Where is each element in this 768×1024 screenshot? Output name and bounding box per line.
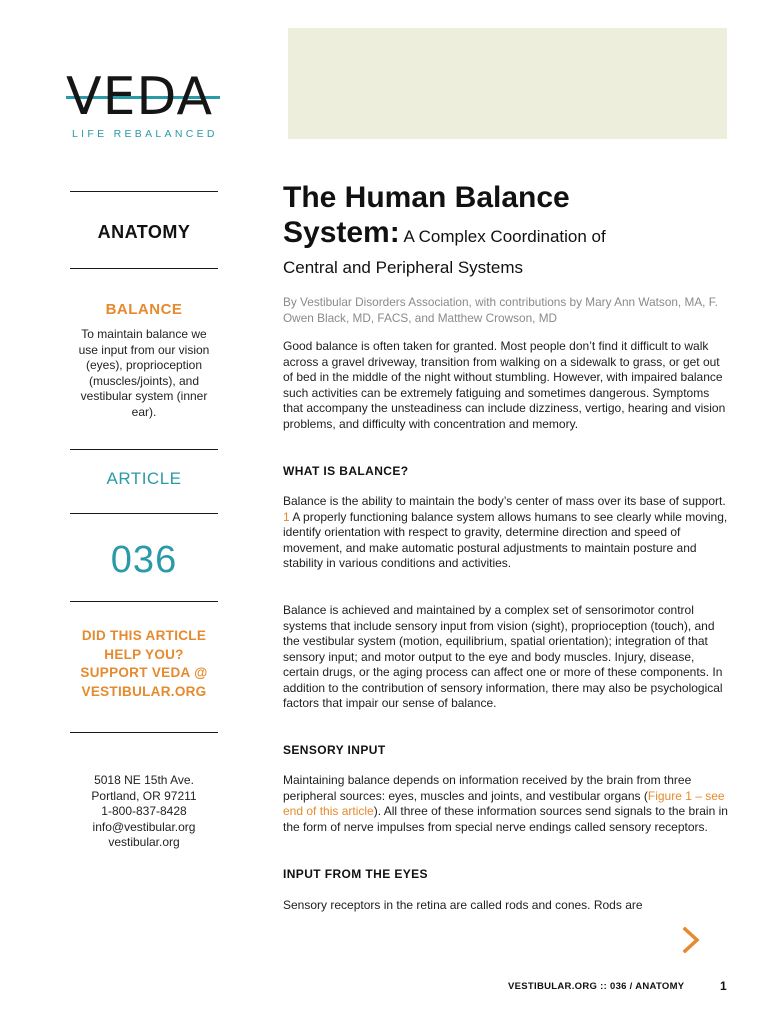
title-line-2: System: — [283, 216, 400, 249]
header-banner — [288, 28, 727, 139]
contact-email[interactable]: info@vestibular.org — [92, 819, 196, 834]
article-label: ARTICLE — [106, 469, 182, 488]
paragraph-balance-definition — [283, 494, 728, 572]
sidebar-divider — [70, 601, 218, 602]
contact-website[interactable]: vestibular.org — [108, 835, 180, 849]
paragraph-text: A properly functioning balance system allows humans to see clearly while moving, identify orientation with respect to gravity, determine direction and speed of movement, and make automatic postural adjustments to maintain posture and stability in various conditions and activities. — [283, 509, 728, 570]
paragraph-text: Maintaining balance depends on information received by the brain from three peripheral sources: eyes, muscles and joints, and vestibular organs ( — [283, 773, 692, 803]
article-number: 036 — [110, 539, 178, 581]
title-subtitle-line: Central and Peripheral Systems — [283, 258, 524, 277]
title-subtitle: A Complex Coordination of — [399, 227, 606, 246]
byline: By Vestibular Disorders Association, with contributions by Mary Ann Watson, MA, F. Owen Black, MD, FACS, and Matthew Crowson, MD — [283, 295, 718, 325]
topic-label: BALANCE — [105, 301, 183, 318]
paragraph-text: ). All three of these information sources send signals to the brain in the form of nerve impulses from special nerve endings called sensory receptors. — [283, 804, 728, 834]
sidebar-divider — [70, 268, 218, 269]
paragraph-text: Balance is the ability to maintain the body’s center of mass over its base of support. — [283, 494, 726, 508]
paragraph-sensorimotor: Balance is achieved and maintained by a complex set of sensorimotor control systems that include sensory input from vision (sight), proprioception (touch), and the vestibular system (motion, equilibrium, spatial orientation); integration of that sensory input; and motor output to the eye and body muscles. Injury, disease, certain drugs, or the aging process can affect one or more of these components. In addition to the contribution of sensory information, there may also be psychological factors that impair our sense of balance. — [283, 603, 723, 710]
sidebar-divider — [70, 191, 218, 192]
article-title — [283, 180, 723, 254]
logo-wordmark: VEDA — [66, 67, 214, 127]
contact-block — [60, 773, 228, 851]
page-number: 1 — [720, 979, 727, 993]
contact-phone[interactable]: 1-800-837-8428 — [101, 804, 187, 818]
figure-link[interactable]: Figure 1 – see end of this article — [283, 788, 725, 818]
veda-logo — [66, 67, 226, 150]
sidebar-divider — [70, 732, 218, 733]
section-label: ANATOMY — [97, 222, 191, 242]
heading-what-is-balance: WHAT IS BALANCE? — [283, 464, 409, 478]
topic-description: To maintain balance we use input from our vision (eyes), proprioception (muscles/joints), and vestibular system (inner ear). — [78, 327, 210, 419]
paragraph-sensory-input — [283, 773, 728, 835]
paragraph-eyes: Sensory receptors in the retina are called rods and cones. Rods are — [283, 898, 643, 912]
sidebar-divider — [70, 449, 218, 450]
intro-paragraph: Good balance is often taken for granted. Most people don’t find it difficult to walk across a gravel driveway, transition from walking on a sidewalk to grass, or get out of bed in the middle of the night without stumbling. However, with impaired balance such activities can be extremely fatiguing and sometimes dangerous. Symptoms that accompany the unsteadiness can include dizziness, vertigo, hearing and vision problems, and difficulty with concentration and memory. — [283, 339, 726, 431]
heading-sensory-input: SENSORY INPUT — [283, 743, 386, 757]
page-footer: VESTIBULAR.ORG :: 036 / ANATOMY — [508, 981, 685, 992]
heading-input-from-eyes: INPUT FROM THE EYES — [283, 867, 428, 881]
footnote-ref[interactable]: 1 — [283, 509, 290, 524]
support-cta[interactable]: DID THIS ARTICLE HELP YOU? SUPPORT VEDA @ VESTIBULAR.ORG — [80, 628, 208, 699]
logo-tagline: LIFE REBALANCED — [72, 128, 218, 140]
title-line-1: The Human Balance — [283, 181, 570, 214]
sidebar-divider — [70, 513, 218, 514]
chevron-right-icon[interactable] — [681, 926, 701, 954]
contact-city: Portland, OR 97211 — [91, 788, 197, 803]
contact-address: 5018 NE 15th Ave. — [94, 773, 194, 787]
